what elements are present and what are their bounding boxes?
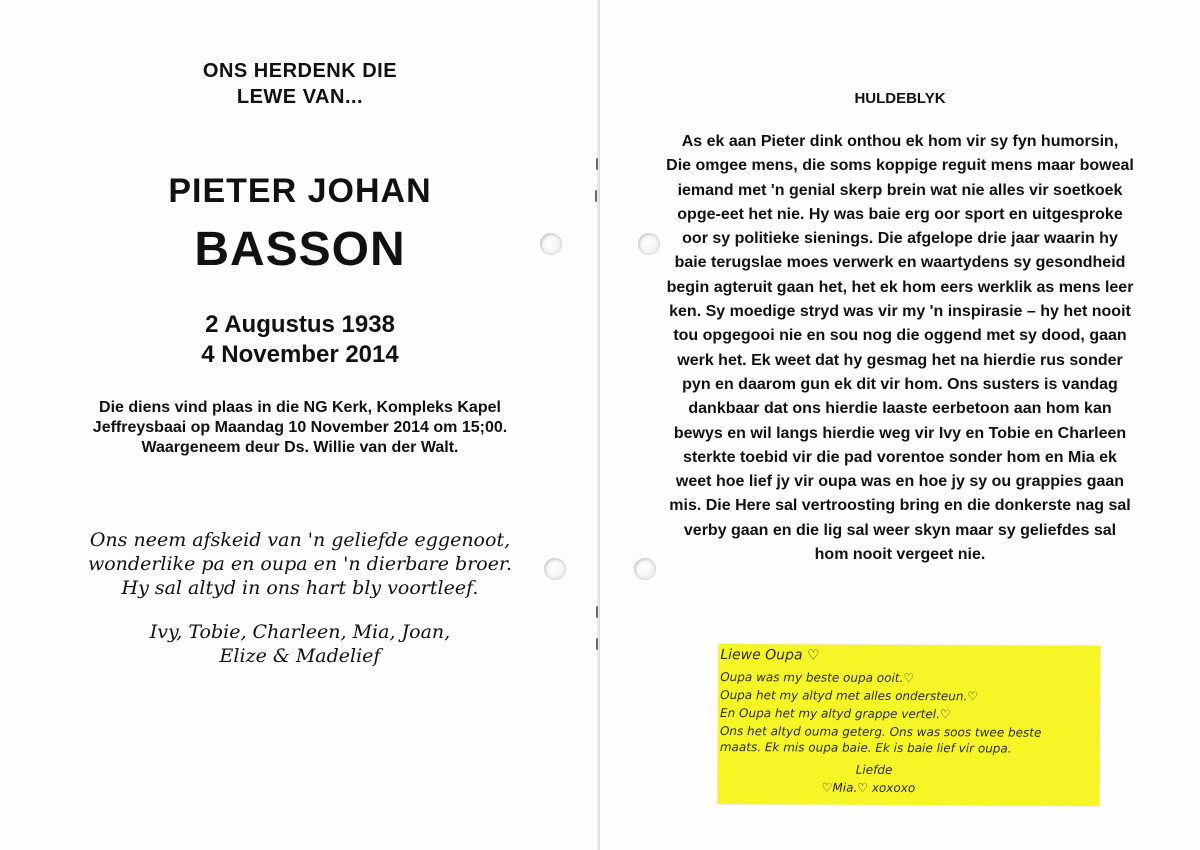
farewell-message: Ons neem afskeid van 'n geliefde eggenoot, wonderlike pa en oupa en 'n dierbare broer. Hy sal altyd in ons hart bly voortleef. <box>87 529 513 599</box>
intro-heading: ONS HERDENK DIE LEWE VAN... <box>202 60 398 108</box>
note-line: maats. Ek mis oupa baie. Ek is baie lief vir oupa. <box>719 740 1012 756</box>
death-date: 4 November 2014 <box>201 341 399 368</box>
note-line: Oupa was my beste oupa ooit.♡ <box>720 670 915 686</box>
birth-date: 2 Augustus 1938 <box>205 311 395 338</box>
tribute-text: As ek aan Pieter dink onthou ek hom vir sy fyn humorsin, Die omgee mens, die soms koppige reguit mens maar boweal iemand met 'n genial skerp brein wat nie alles vir soetkoek opge-eet het nie. Hy was baie erg oor sport en uitgesproke oor sy politieke sienings. Die afgelope drie jaar waarin hy baie terugslae moes verwerk en waartydens sy gesondheid begin agteruit gaan het, het ek hom eers werklik as mens leer ken. Sy moedige stryd was vir my 'n inspirasie – hy het nooit tou opgegooi nie en sou nog die oggend met sy dood, gaan werk het. Ek weet dat hy gesmag het na hierdie rus sonder pyn en daarom gun ek dit vir hom. Ons susters is vandag dankbaar dat ons hierdie laaste eerbetoon aan hom kan bewys en wil langs hierdie weg vir Ivy en Tobie en Charleen sterkte toebid vir die pad vorentoe sonder hom en Mia ek weet hoe lief jy vir oupa was en hoe jy sy ou grappies gaan mis. Die Here sal vertroosting bring en die donkerste nag sal verby gaan en die lig sal weer skyn maar sy geliefdes sal hom nooit vergeet nie. <box>666 133 1134 564</box>
punch-hole <box>638 233 660 255</box>
punch-hole <box>634 558 656 580</box>
first-names: PIETER JOHAN <box>168 172 432 210</box>
signatories: Ivy, Tobie, Charleen, Mia, Joan, Elize & Madelief <box>149 621 451 667</box>
edge-mark <box>596 158 598 170</box>
note-greeting: Liewe Oupa ♡ <box>720 647 820 664</box>
note-line: En Oupa het my altyd grappe vertel.♡ <box>720 706 951 722</box>
dates <box>0 310 600 370</box>
handwritten-note <box>718 644 1101 806</box>
punch-hole <box>540 233 562 255</box>
edge-mark <box>595 190 597 202</box>
note-closing: Liefde <box>855 762 893 777</box>
note-line: Oupa het my altyd met alles ondersteun.♡ <box>720 688 979 704</box>
surname: BASSON <box>194 223 406 276</box>
edge-mark <box>596 606 598 618</box>
note-line: Ons het altyd ouma geterg. Ons was soos twee beste <box>719 724 1042 740</box>
punch-hole <box>544 558 566 580</box>
service-details: Die diens vind plaas in die NG Kerk, Kompleks Kapel Jeffreysbaai op Maandag 10 November 2014 om 15;00. Waargeneem deur Ds. Willie van der Walt. <box>92 399 508 456</box>
note-signature: ♡Mia.♡ xoxoxo <box>821 780 916 796</box>
edge-mark <box>596 638 598 650</box>
tribute-heading: HULDEBLYK <box>854 90 946 107</box>
